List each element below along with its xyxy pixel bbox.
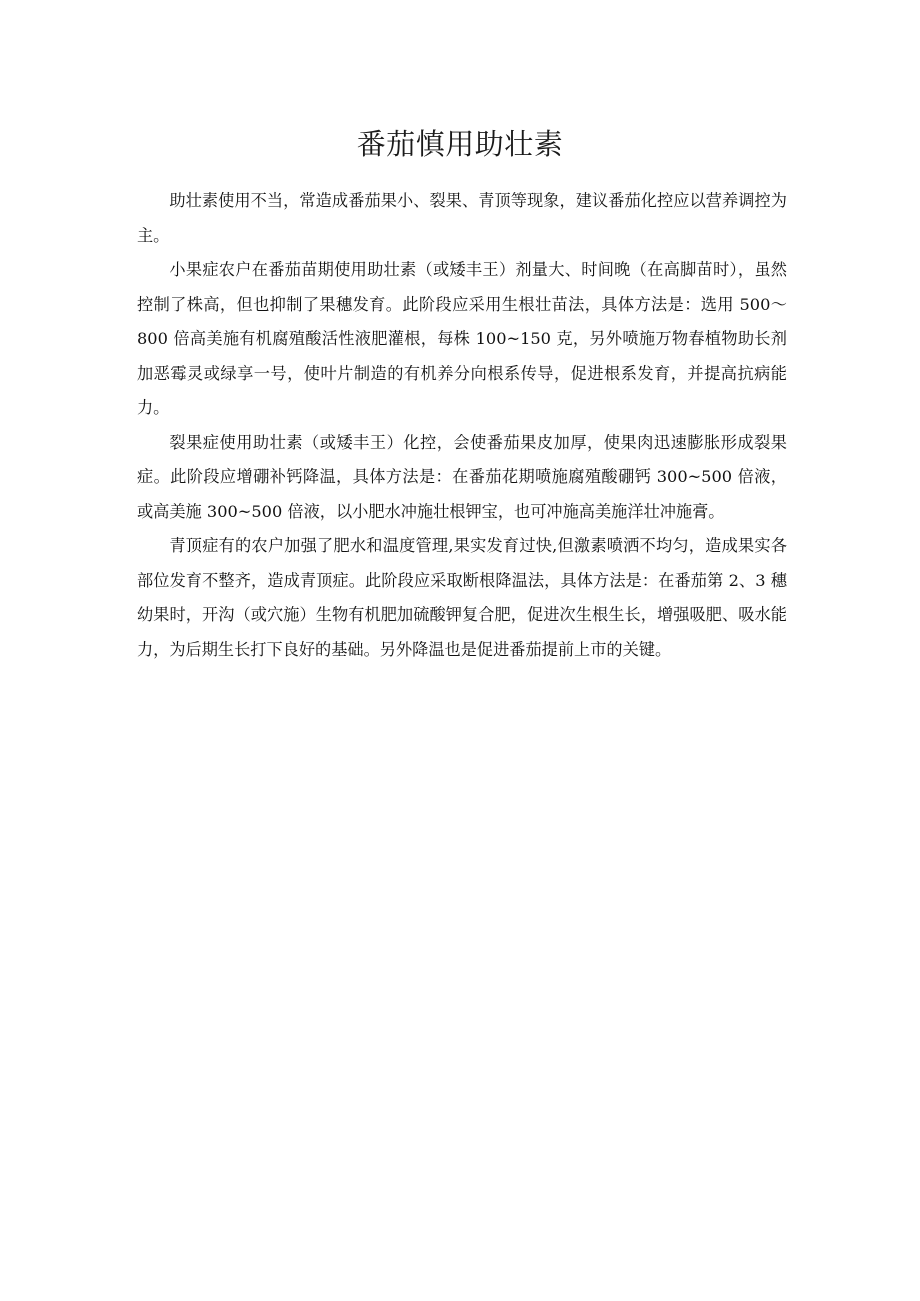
page-title: 番茄慎用助壮素	[356, 127, 564, 161]
paragraph-green-top: 青顶症有的农户加强了肥水和温度管理,果实发育过快,但激素喷洒不均匀，造成果实各部位发育不整齐，造成青顶症。此阶段应采取断根降温法，具体方法是：在番茄第 2、3 穗幼果时，开沟（或穴施）生物有机肥加硫酸钾复合肥，促进次生根生长，增强吸肥、吸水能力，为后期生长打下良好的基础。另外降温也是促进番茄提前上市的关键。	[137, 536, 787, 659]
document-body	[137, 184, 787, 667]
paragraph-intro: 助壮素使用不当，常造成番茄果小、裂果、青顶等现象，建议番茄化控应以营养调控为主。	[137, 191, 787, 245]
paragraph-cracked-fruit: 裂果症使用助壮素（或矮丰王）化控，会使番茄果皮加厚，使果肉迅速膨胀形成裂果症。此阶段应增硼补钙降温，具体方法是：在番茄花期喷施腐殖酸硼钙 300~500 倍液，或高美施 300~500 倍液，以小肥水冲施壮根钾宝，也可冲施高美施洋壮冲施膏。	[137, 432, 787, 521]
paragraph-small-fruit: 小果症农户在番茄苗期使用助壮素（或矮丰王）剂量大、时间晚（在高脚苗时），虽然控制了株高，但也抑制了果穗发育。此阶段应采用生根壮苗法，具体方法是：选用 500～800 倍高美施有机腐殖酸活性液肥灌根，每株 100~150 克，另外喷施万物春植物助长剂加恶霉灵或绿享一号，使叶片制造的有机养分向根系传导，促进根系发育，并提高抗病能力。	[137, 260, 787, 417]
